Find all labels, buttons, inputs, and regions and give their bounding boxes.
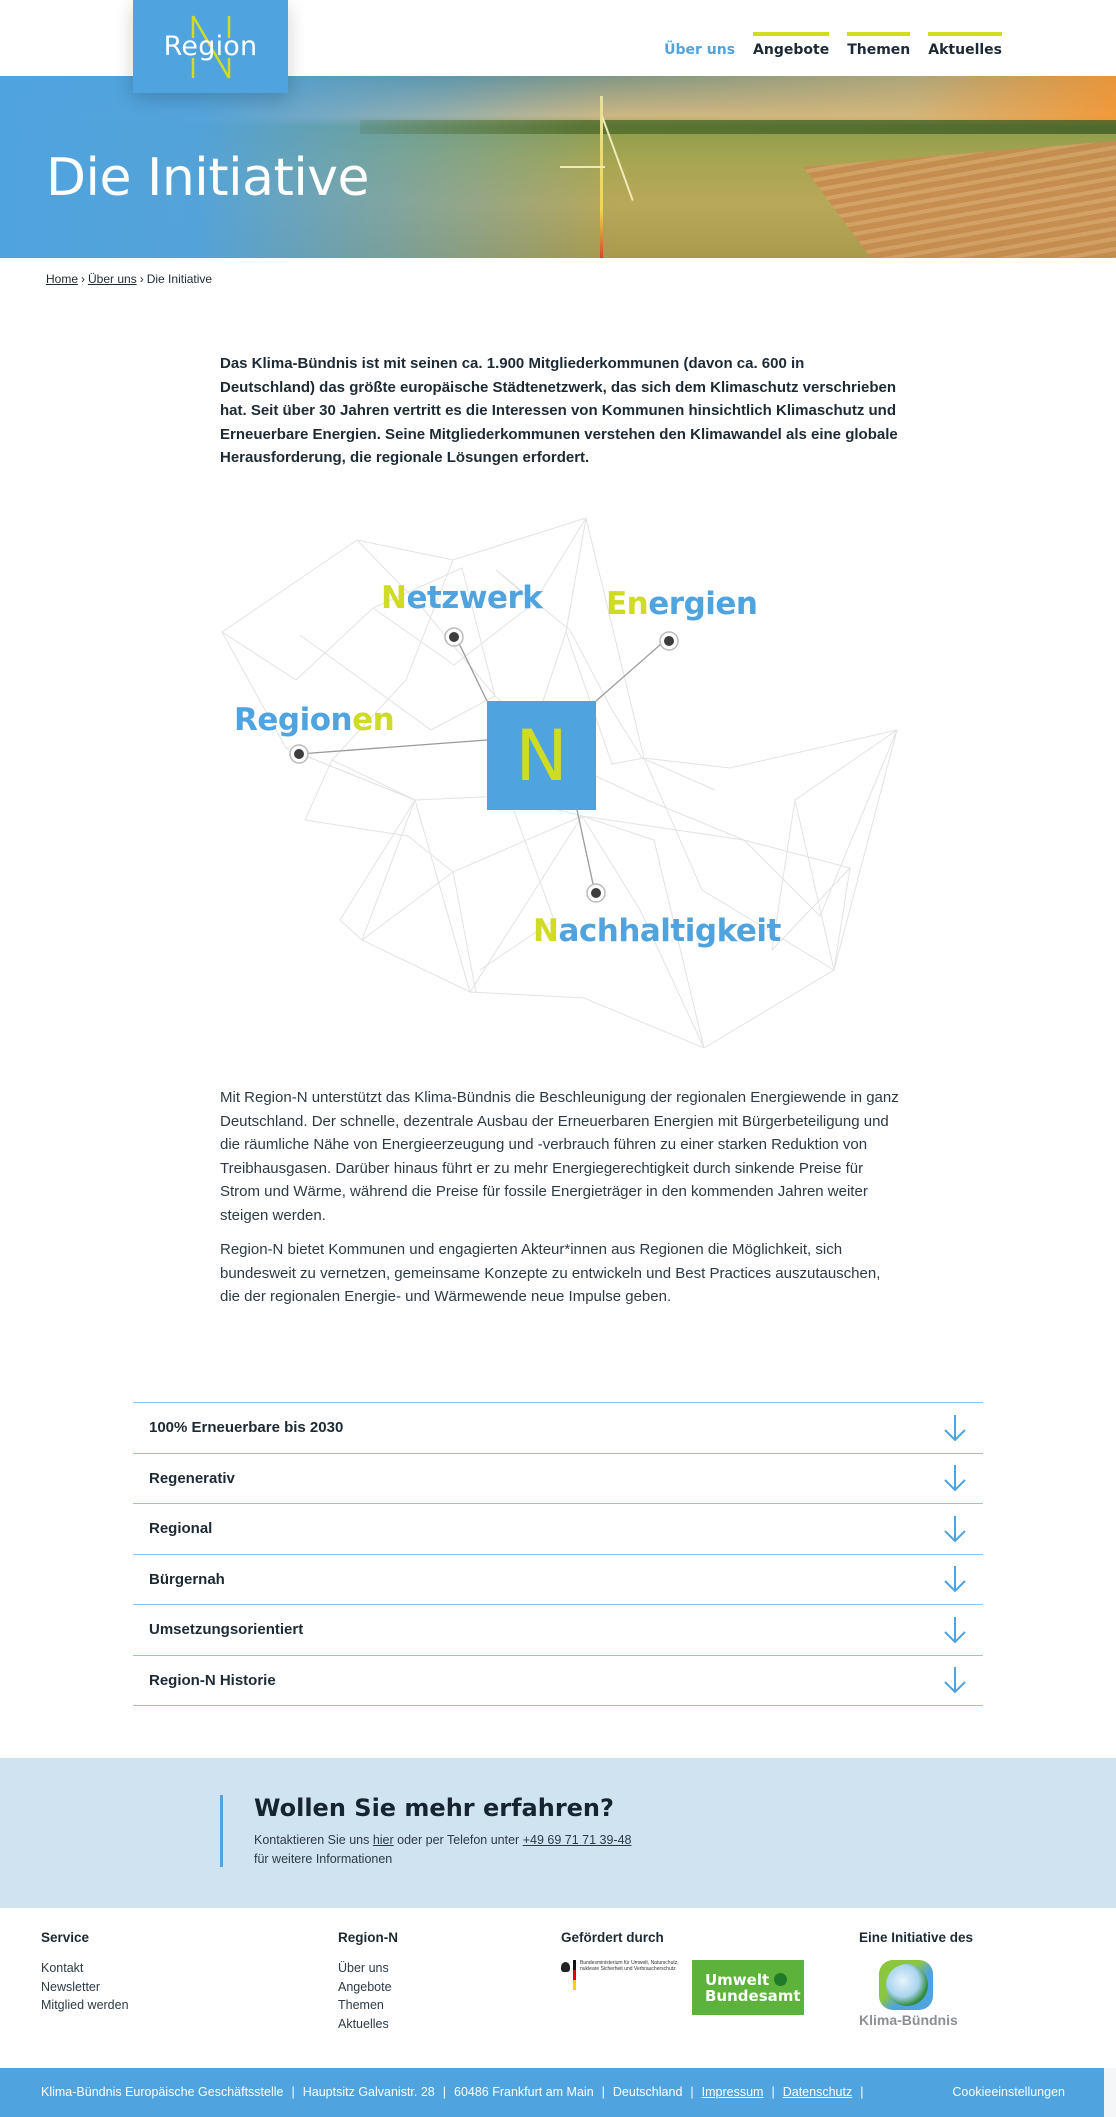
breadcrumb-ueber-uns[interactable]: Über uns — [88, 272, 137, 286]
klima-buendnis-logo-text: Klima-Bündnis — [859, 2012, 958, 2028]
bmu-logo-text: Bundesministerium für Umwelt, Naturschutz, nukleare Sicherheit und Verbraucherschutz — [580, 1960, 679, 1972]
nav-item-ueber-uns[interactable]: Über uns — [664, 42, 736, 58]
accordion-label: Bürgernah — [149, 1570, 225, 1588]
separator: | — [690, 2085, 694, 2099]
body-paragraph: Region-N bietet Kommunen und engagierten Akteur*innen aus Regionen die Möglichkeit, sich bundesweit zu vernetzen, gemeinsame Konzepte zu entwickeln und Best Practices auszutauschen, die der regionalen Energie- und Wärmewende neue Impulse geben. — [220, 1241, 881, 1305]
accordion-label: Region-N Historie — [149, 1671, 276, 1689]
uba-tree-icon — [774, 1973, 787, 1986]
nav-item-aktuelles[interactable]: Aktuelles — [928, 32, 1002, 58]
network-nodes — [290, 628, 678, 902]
network-graphic — [210, 500, 910, 1060]
german-flag-icon — [573, 1960, 576, 1990]
accordion-item-regenerativ[interactable] — [133, 1454, 983, 1505]
impressum-link[interactable]: Impressum — [701, 2085, 764, 2099]
label-energien: Energien — [606, 586, 758, 622]
page-title: Die Initiative — [46, 148, 370, 208]
address-part: Hauptsitz Galvanistr. 28 — [302, 2085, 435, 2099]
body-text — [220, 1086, 900, 1320]
footer-heading: Service — [41, 1930, 90, 1945]
contact-cta — [0, 1758, 1116, 1908]
accordion-label: Regional — [149, 1520, 213, 1538]
footer-funded-by — [561, 1930, 664, 1959]
cta-phone-link[interactable]: +49 69 71 71 39-48 — [522, 1833, 632, 1847]
center-n-box: N — [487, 701, 596, 810]
site-header — [0, 0, 1116, 76]
accordion-item-100-erneuerbare[interactable] — [133, 1403, 983, 1454]
footer-heading: Eine Initiative des — [859, 1930, 974, 1945]
arrow-down-icon — [943, 1463, 967, 1493]
footer-link-mitglied-werden[interactable]: Mitglied werden — [41, 1998, 129, 2013]
accordion-label: Umsetzungsorientiert — [149, 1621, 304, 1639]
logo-text: Region — [163, 31, 258, 62]
breadcrumb-home[interactable]: Home — [46, 272, 79, 286]
footer-link-kontakt[interactable]: Kontakt — [41, 1961, 84, 1975]
accordion-item-umsetzungsorientiert[interactable] — [133, 1605, 983, 1656]
datenschutz-link[interactable]: Datenschutz — [782, 2085, 853, 2099]
klima-buendnis-logo[interactable] — [859, 1960, 959, 2032]
nav-item-themen[interactable]: Themen — [847, 32, 910, 58]
footer-heading: Gefördert durch — [561, 1930, 664, 1945]
footer-link-themen[interactable]: Themen — [338, 1998, 384, 2013]
label-nachhaltigkeit: Nachhaltigkeit — [533, 913, 781, 949]
arrow-down-icon — [943, 1413, 967, 1443]
scrollbar-edge — [1104, 2068, 1116, 2117]
bmu-logo[interactable] — [561, 1960, 679, 2000]
separator: | — [771, 2085, 775, 2099]
address-part: Klima-Bündnis Europäische Geschäftsstelle — [41, 2085, 284, 2099]
footer-service — [41, 1930, 129, 2015]
separator: | — [860, 2085, 864, 2099]
umweltbundesamt-logo[interactable] — [692, 1960, 804, 2015]
address-part: 60486 Frankfurt am Main — [454, 2085, 594, 2099]
separator: | — [291, 2085, 295, 2099]
arrow-down-icon — [943, 1615, 967, 1645]
footer-link-aktuelles[interactable]: Aktuelles — [338, 2017, 389, 2032]
accordion-item-regional[interactable] — [133, 1504, 983, 1555]
uba-logo-text: Bundesamt — [705, 1987, 801, 2005]
region-n-logo[interactable] — [133, 0, 288, 93]
bottom-bar — [0, 2068, 1104, 2117]
accordion-item-buergernah[interactable] — [133, 1555, 983, 1606]
arrow-down-icon — [943, 1665, 967, 1695]
footer-heading: Region-N — [338, 1930, 398, 1945]
arrow-down-icon — [943, 1564, 967, 1594]
accordion — [133, 1402, 983, 1706]
main-nav — [664, 32, 1002, 58]
body-paragraph: Mit Region-N unterstützt das Klima-Bündnis die Beschleunigung der regionalen Energiewende in ganz Deutschland. Der schnelle, dezentrale Ausbau der Erneuerbaren Energien mit Bürgerbeteiligung und die räumliche Nähe von Energieerzeugung und -verbrauch führen zu einer starken Reduktion von Treibhausgasen. Darüber hinaus führt er zu mehr Energiegerechtigkeit durch sinkende Preise für Strom und Wärme, während die Preise für fossile Energieträger in den kommenden Jahren weiter steigen werden. — [220, 1089, 899, 1224]
accordion-item-historie[interactable] — [133, 1656, 983, 1707]
federal-eagle-icon — [561, 1962, 570, 1972]
footer-initiative — [859, 1930, 973, 1959]
breadcrumb-current: Die Initiative — [146, 272, 213, 286]
footer-region-n — [338, 1930, 398, 2034]
address-part: Deutschland — [612, 2085, 683, 2099]
cookie-settings-link[interactable]: Cookieeinstellungen — [952, 2085, 1065, 2099]
address-line — [41, 2085, 871, 2099]
separator: | — [601, 2085, 605, 2099]
label-netzwerk: Netzwerk — [381, 580, 543, 616]
nav-item-angebote[interactable]: Angebote — [753, 32, 829, 58]
hero-sky — [446, 76, 1116, 124]
cta-here-link[interactable]: hier — [372, 1833, 394, 1847]
footer-link-ueber-uns[interactable]: Über uns — [338, 1961, 389, 1975]
hero-treeline — [360, 120, 1116, 134]
intro-text: Das Klima-Bündnis ist mit seinen ca. 1.900 Mitgliederkommunen (davon ca. 600 in Deutschland) das größte europäische Städtenetzwerk, das sich dem Klimaschutz verschrieben hat. Seit über 30 Jahren vertritt es die Interessen von Kommunen hinsichtlich Klimaschutz und Erneuerbare Energien. Seine Mitgliederkommunen verstehen den Klimawandel als eine globale Herausforderung, die regionale Lösungen erfordert. — [220, 355, 898, 466]
hero-fields — [776, 128, 1116, 258]
footer-link-angebote[interactable]: Angebote — [338, 1979, 392, 1994]
uba-logo-text: Umwelt — [705, 1971, 770, 1989]
cta-accent-bar — [220, 1795, 223, 1867]
cta-text-part: für weitere Informationen — [254, 1852, 393, 1866]
hero-banner — [0, 76, 1116, 258]
cta-text-part: Kontaktieren Sie uns — [254, 1833, 373, 1847]
globe-icon — [879, 1960, 933, 2010]
label-regionen: Regionen — [234, 702, 395, 738]
accordion-label: 100% Erneuerbare bis 2030 — [149, 1419, 344, 1437]
accordion-label: Regenerativ — [149, 1469, 235, 1487]
cta-text-part: oder per Telefon unter — [393, 1833, 523, 1847]
breadcrumb-separator: › — [81, 272, 86, 286]
breadcrumb — [46, 272, 212, 286]
footer-link-newsletter[interactable]: Newsletter — [41, 1979, 101, 1994]
arrow-down-icon — [943, 1514, 967, 1544]
separator: | — [442, 2085, 446, 2099]
footer — [0, 1908, 1116, 2068]
cta-text — [254, 1831, 631, 1869]
cta-title: Wollen Sie mehr erfahren? — [254, 1794, 614, 1822]
breadcrumb-separator: › — [139, 272, 144, 286]
turbine-blade — [560, 166, 605, 168]
